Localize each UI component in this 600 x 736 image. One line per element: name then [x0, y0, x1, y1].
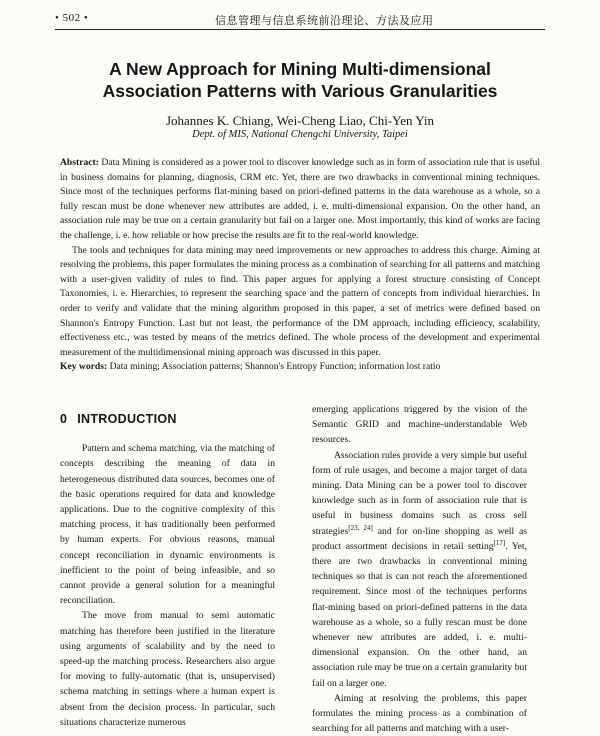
- abstract-label: Abstract:: [60, 157, 99, 168]
- abstract-paragraph-1: [60, 156, 540, 244]
- abstract: [60, 156, 540, 375]
- left-paragraph-1: Pattern and schema matching, via the matching of concepts describing the meaning of data in heterogeneous distributed data sources, becomes one of the basic operations required for data and knowledge applications. Due to the cognitive complexity of this matching process, it has traditionally been performed by human experts. For obvious reasons, manual concept reconciliation in dynamic environments is inefficient to the point of being infeasible, and so cannot provide a general solution for a meaningful reconciliation.: [60, 443, 275, 607]
- keywords-text: Data mining; Association patterns; Shannon's Entropy Function; information lost ratio: [109, 361, 441, 373]
- keywords: [60, 360, 540, 375]
- journal-title: 信息管理与信息系统前沿理论、方法及应用: [215, 15, 434, 27]
- right-paragraph-2-b: and for on-line shopping as well as product assortment decisions in retail setting: [312, 525, 527, 552]
- paper-title-line-1: A New Approach for Mining Multi-dimensional: [109, 59, 491, 79]
- right-paragraph-3: Aiming at resolving the problems, this paper formulates the mining process as a combination of searching for all patterns and matching with a user-: [312, 692, 527, 735]
- abstract-text-1: Data Mining is considered as a power tool to discover knowledge such as in form of association rule that is useful in business domains for planning, diagnosis, CRM etc. Yet, there are two drawbacks in conventional mining techniques. Since most of the techniques performs flat-mining based on priori-defined patterns in the data warehouse as a whole, so a fully rescan must be done whenever new attributes are added, i. e. multi-dimensional expansion. On the other hand, an association rule may be true on a certain granularity but fail on a larger one. Most importantly, this kind of works are facing the challenge, i. e. how reliable or how precise the results are fit to the real-world knowledge.: [60, 157, 540, 241]
- left-column: [60, 402, 275, 730]
- header-rule: [55, 29, 545, 30]
- abstract-paragraph-2: The tools and techniques for data mining may need improvements or new approaches to address this charge. Aiming at resolving the problems, this paper formulates the mining process as a combination of searching for all patterns and matching with a user-given validity of rules to find. This paper argues for applying a forest structure consisting of Concept Taxonomies, i. e. Hierarchies, to represent the searching space and the pattern of concepts from individual hierarchies. In order to verify and validate that the mining algorithm proposed in this paper, a set of metrics were defined based on Shannon's Entropy Function. Last but not least, the performance of the DM approach, including efficiency, scalability, effectiveness etc., was tested by means of the metrics defined. The whole process of the development and experimental measurement of the multidimensional mining approach was discussed in this paper.: [60, 244, 540, 358]
- citation-23-24: [23, 24]: [348, 523, 373, 532]
- right-paragraph-1: emerging applications triggered by the vision of the Semantic GRID and machine-understandable Web resources.: [312, 404, 527, 446]
- right-paragraph-2-c: . Yet, there are two drawbacks in conventional mining techniques so that is can not reach the aforementioned requirement. Since most of the techniques performs flat-mining based on priori-defined patterns in the data warehouse as a whole, so a fully rescan must be done whenever new attributes are added, i. e. multi-dimensional expansion. On the other hand, an association rule may be true on a certain granularity but fail on a larger one.: [312, 540, 527, 689]
- page-number: • 502 •: [55, 12, 89, 24]
- right-paragraph-2: [312, 448, 527, 691]
- section-heading: [60, 412, 275, 427]
- paper-title: [40, 58, 560, 102]
- section-title: INTRODUCTION: [77, 412, 177, 426]
- citation-17: [17]: [493, 538, 506, 547]
- keywords-label: Key words:: [60, 361, 108, 373]
- paper-affiliation: Dept. of MIS, National Chengchi University, Taipei: [192, 129, 408, 140]
- paper-title-line-2: Association Patterns with Various Granularities: [102, 81, 498, 101]
- running-header: [55, 12, 545, 30]
- right-column: [312, 402, 527, 736]
- section-number: 0: [60, 412, 68, 426]
- right-paragraph-2-a: Association rules provide a very simple but useful form of rule usages, and become a major target of data mining. Data Mining can be a power tool to discover knowledge such as in form of association rule that is useful in business domains such as cross sell strategies: [312, 449, 527, 537]
- paper-authors: Johannes K. Chiang, Wei-Cheng Liao, Chi-Yen Yin: [165, 113, 435, 128]
- left-paragraph-2: The move from manual to semi automatic matching has therefore been justified in the literature using arguments of scalability and by the need to speed-up the matching process. Researchers also argue for moving to fully-automatic (that is, unsupervised) schema matching in settings where a human expert is absent from the decision process. In particular, such situations characterize numerous: [60, 610, 275, 728]
